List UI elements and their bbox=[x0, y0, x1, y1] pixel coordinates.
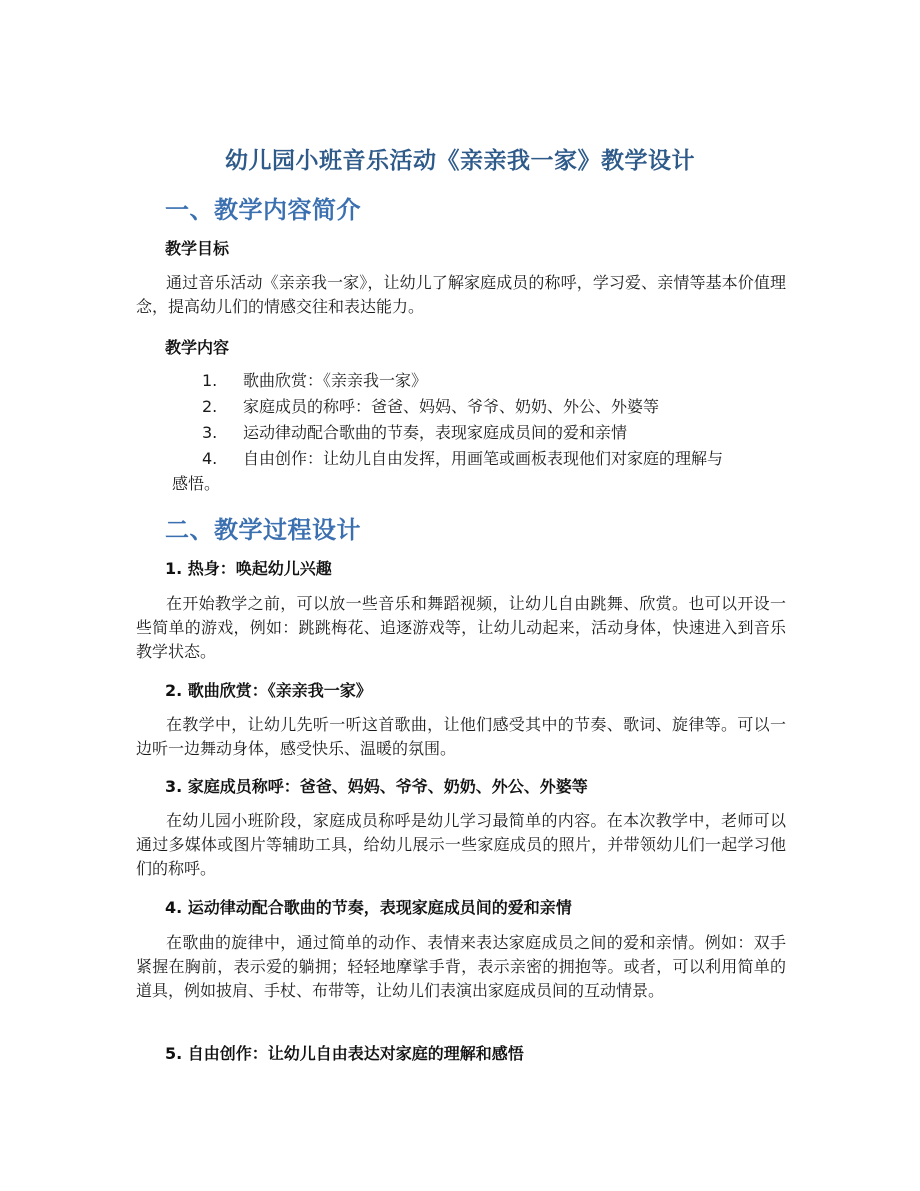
list-item-number: 2. bbox=[202, 397, 218, 416]
subheading-goals: 教学目标 bbox=[165, 239, 230, 258]
list-item-text: 家庭成员的称呼：爸爸、妈妈、爷爷、奶奶、外公、外婆等 bbox=[243, 397, 660, 416]
step-paragraph: 在教学中，让幼儿先听一听这首歌曲，让他们感受其中的节奏、歌词、旋律等。可以一边听一边舞动身体，感受快乐、温暖的氛围。 bbox=[136, 715, 786, 758]
step-paragraph: 在幼儿园小班阶段，家庭成员称呼是幼儿学习最简单的内容。在本次教学中，老师可以通过多媒体或图片等辅助工具，给幼儿展示一些家庭成员的照片，并带领幼儿们一起学习他们的称呼。 bbox=[136, 811, 786, 878]
list-item-number: 3. bbox=[202, 423, 218, 442]
list-item-text: 自由创作：让幼儿自由发挥，用画笔或画板表现他们对家庭的理解与 bbox=[243, 449, 724, 468]
section-heading-intro: 一、教学内容简介 bbox=[165, 196, 361, 224]
content-list bbox=[165, 368, 790, 472]
list-item-number: 1. bbox=[202, 371, 218, 390]
list-item bbox=[165, 420, 790, 446]
step-heading: 4. 运动律动配合歌曲的节奏，表现家庭成员间的爱和亲情 bbox=[165, 898, 572, 917]
step-paragraph: 在开始教学之前，可以放一些音乐和舞蹈视频，让幼儿自由跳舞、欣赏。也可以开设一些简单的游戏，例如：跳跳梅花、追逐游戏等，让幼儿动起来，活动身体，快速进入到音乐教学状态。 bbox=[136, 594, 786, 661]
document-title: 幼儿园小班音乐活动《亲亲我一家》教学设计 bbox=[225, 148, 695, 174]
step-paragraph: 在歌曲的旋律中，通过简单的动作、表情来表达家庭成员之间的爱和亲情。例如：双手紧握在胸前，表示爱的躺拥；轻轻地摩挲手背，表示亲密的拥抱等。或者，可以利用简单的道具，例如披肩、手杖、布带等，让幼儿们表演出家庭成员间的互动情景。 bbox=[136, 933, 786, 1000]
list-item bbox=[165, 368, 790, 394]
list-item-text: 歌曲欣赏：《亲亲我一家》 bbox=[243, 371, 428, 390]
subheading-contents: 教学内容 bbox=[165, 338, 230, 357]
list-item bbox=[165, 394, 790, 420]
list-item-number: 4. bbox=[202, 449, 218, 468]
list-item-text-continuation: 感悟。 bbox=[172, 474, 221, 493]
list-item-text: 运动律动配合歌曲的节奏，表现家庭成员间的爱和亲情 bbox=[243, 423, 628, 442]
step-heading: 1. 热身：唤起幼儿兴趣 bbox=[165, 559, 332, 578]
step-heading: 3. 家庭成员称呼：爸爸、妈妈、爷爷、奶奶、外公、外婆等 bbox=[165, 777, 588, 796]
goal-paragraph: 通过音乐活动《亲亲我一家》，让幼儿了解家庭成员的称呼，学习爱、亲情等基本价值理念，提高幼儿们的情感交往和表达能力。 bbox=[136, 273, 786, 316]
list-item bbox=[165, 446, 790, 472]
step-heading: 5. 自由创作：让幼儿自由表达对家庭的理解和感悟 bbox=[165, 1044, 524, 1063]
step-heading: 2. 歌曲欣赏：《亲亲我一家》 bbox=[165, 681, 372, 700]
section-heading-process: 二、教学过程设计 bbox=[165, 516, 361, 544]
